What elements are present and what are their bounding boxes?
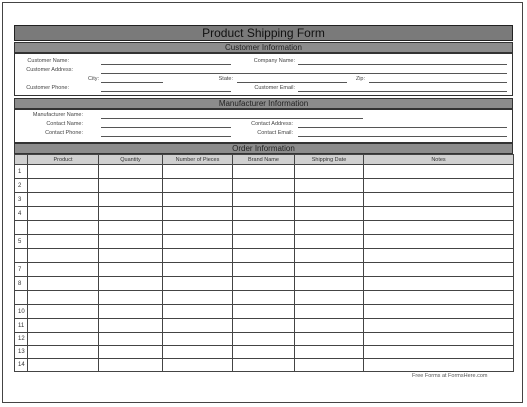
- contact-name-field[interactable]: [101, 127, 231, 128]
- order-cell[interactable]: [99, 235, 163, 249]
- order-cell[interactable]: [364, 207, 514, 221]
- customer-address-label: Customer Address:: [26, 67, 73, 73]
- row-number-header: [15, 155, 28, 165]
- order-cell[interactable]: [295, 319, 364, 333]
- order-cell[interactable]: [99, 207, 163, 221]
- row-number: 1: [15, 165, 28, 179]
- order-cell[interactable]: [364, 291, 514, 305]
- order-cell[interactable]: [99, 263, 163, 277]
- order-cell[interactable]: [295, 165, 364, 179]
- manufacturer-name-label: Manufacturer Name:: [32, 112, 83, 118]
- manufacturer-name-field[interactable]: [101, 118, 363, 119]
- state-label: State:: [218, 76, 233, 82]
- order-cell[interactable]: [99, 333, 163, 346]
- order-cell[interactable]: [163, 277, 233, 291]
- order-cell[interactable]: [364, 333, 514, 346]
- order-cell[interactable]: [295, 221, 364, 235]
- table-row: [15, 359, 514, 372]
- customer-section: [14, 53, 513, 96]
- order-cell[interactable]: [163, 359, 233, 372]
- customer-section-header: Customer Information: [14, 42, 513, 53]
- row-number: 13: [15, 346, 28, 359]
- table-row: [15, 333, 514, 346]
- order-cell[interactable]: [233, 221, 295, 235]
- order-cell[interactable]: [99, 193, 163, 207]
- order-cell[interactable]: [233, 359, 295, 372]
- order-cell[interactable]: [99, 249, 163, 263]
- column-header-notes: Notes: [364, 155, 514, 165]
- row-number: 12: [15, 333, 28, 346]
- city-field[interactable]: [101, 82, 163, 83]
- customer-email-field[interactable]: [298, 91, 507, 92]
- order-cell[interactable]: [163, 305, 233, 319]
- column-header-pieces: Number of Pieces: [163, 155, 233, 165]
- order-cell[interactable]: [233, 235, 295, 249]
- row-number: 5: [15, 235, 28, 249]
- row-number: 10: [15, 305, 28, 319]
- row-number: 4: [15, 207, 28, 221]
- order-cell[interactable]: [233, 319, 295, 333]
- contact-name-label: Contact Name:: [46, 121, 83, 127]
- order-cell[interactable]: [364, 359, 514, 372]
- contact-email-label: Contact Email:: [257, 130, 293, 136]
- table-row: [15, 291, 514, 305]
- order-cell[interactable]: [28, 333, 99, 346]
- row-number: 3: [15, 193, 28, 207]
- order-cell[interactable]: [233, 263, 295, 277]
- order-cell[interactable]: [364, 249, 514, 263]
- order-cell[interactable]: [163, 249, 233, 263]
- order-cell[interactable]: [163, 346, 233, 359]
- row-number: [15, 249, 28, 263]
- form-title: Product Shipping Form: [14, 25, 513, 41]
- order-cell[interactable]: [28, 221, 99, 235]
- contact-phone-field[interactable]: [101, 136, 231, 137]
- order-cell[interactable]: [233, 291, 295, 305]
- order-cell[interactable]: [295, 291, 364, 305]
- table-row: [15, 235, 514, 249]
- table-row: [15, 165, 514, 179]
- order-cell[interactable]: [364, 235, 514, 249]
- order-cell[interactable]: [233, 249, 295, 263]
- order-cell[interactable]: [99, 319, 163, 333]
- contact-address-field[interactable]: [298, 127, 507, 128]
- order-cell[interactable]: [163, 333, 233, 346]
- order-cell[interactable]: [28, 193, 99, 207]
- order-cell[interactable]: [364, 165, 514, 179]
- order-cell[interactable]: [364, 346, 514, 359]
- order-cell[interactable]: [295, 333, 364, 346]
- order-cell[interactable]: [364, 263, 514, 277]
- order-cell[interactable]: [364, 221, 514, 235]
- table-row: [15, 346, 514, 359]
- order-cell[interactable]: [163, 319, 233, 333]
- zip-field[interactable]: [369, 82, 507, 83]
- row-number: 14: [15, 359, 28, 372]
- zip-label: Zip:: [355, 76, 365, 82]
- table-row: [15, 263, 514, 277]
- order-cell[interactable]: [28, 249, 99, 263]
- order-cell[interactable]: [99, 179, 163, 193]
- table-row: [15, 319, 514, 333]
- order-cell[interactable]: [295, 277, 364, 291]
- manufacturer-section: [14, 109, 513, 143]
- order-cell[interactable]: [163, 165, 233, 179]
- order-cell[interactable]: [28, 359, 99, 372]
- order-cell[interactable]: [163, 263, 233, 277]
- table-row: [15, 179, 514, 193]
- customer-email-label: Customer Email:: [254, 85, 295, 91]
- order-cell[interactable]: [28, 319, 99, 333]
- order-cell[interactable]: [295, 207, 364, 221]
- order-cell[interactable]: [28, 277, 99, 291]
- order-cell[interactable]: [99, 221, 163, 235]
- order-cell[interactable]: [99, 291, 163, 305]
- order-cell[interactable]: [364, 277, 514, 291]
- order-cell[interactable]: [28, 291, 99, 305]
- order-cell[interactable]: [364, 319, 514, 333]
- city-label: City:: [88, 76, 99, 82]
- customer-address-field[interactable]: [101, 73, 507, 74]
- company-name-label: Company Name:: [253, 58, 295, 64]
- order-cell[interactable]: [233, 305, 295, 319]
- contact-phone-label: Contact Phone:: [45, 130, 83, 136]
- customer-name-field[interactable]: [101, 64, 231, 65]
- contact-address-label: Contact Address:: [251, 121, 293, 127]
- order-cell[interactable]: [233, 193, 295, 207]
- order-cell[interactable]: [163, 291, 233, 305]
- manufacturer-section-header: Manufacturer Information: [14, 98, 513, 109]
- order-cell[interactable]: [295, 346, 364, 359]
- contact-email-field[interactable]: [298, 136, 507, 137]
- order-cell[interactable]: [364, 179, 514, 193]
- column-header-brand: Brand Name: [233, 155, 295, 165]
- order-cell[interactable]: [99, 305, 163, 319]
- order-cell[interactable]: [295, 179, 364, 193]
- table-row: [15, 249, 514, 263]
- order-cell[interactable]: [163, 235, 233, 249]
- row-number: 7: [15, 263, 28, 277]
- order-cell[interactable]: [99, 277, 163, 291]
- order-cell[interactable]: [99, 346, 163, 359]
- order-cell[interactable]: [163, 221, 233, 235]
- column-header-quantity: Quantity: [99, 155, 163, 165]
- row-number: [15, 221, 28, 235]
- order-cell[interactable]: [99, 359, 163, 372]
- order-cell[interactable]: [163, 193, 233, 207]
- order-cell[interactable]: [295, 235, 364, 249]
- row-number: 11: [15, 319, 28, 333]
- order-cell[interactable]: [233, 277, 295, 291]
- order-cell[interactable]: [28, 165, 99, 179]
- table-row: [15, 277, 514, 291]
- order-cell[interactable]: [99, 165, 163, 179]
- footer-credit: Free Forms at FormsHere.com: [412, 373, 488, 379]
- order-header-row: [15, 155, 514, 165]
- order-cell[interactable]: [295, 305, 364, 319]
- customer-phone-field[interactable]: [101, 91, 231, 92]
- order-cell[interactable]: [163, 207, 233, 221]
- order-cell[interactable]: [28, 179, 99, 193]
- order-cell[interactable]: [28, 346, 99, 359]
- order-cell[interactable]: [295, 193, 364, 207]
- order-cell[interactable]: [364, 193, 514, 207]
- order-cell[interactable]: [233, 165, 295, 179]
- order-section-header: Order Information: [14, 143, 513, 154]
- order-cell[interactable]: [233, 346, 295, 359]
- table-row: [15, 221, 514, 235]
- order-cell[interactable]: [28, 263, 99, 277]
- customer-phone-label: Customer Phone:: [26, 85, 69, 91]
- order-cell[interactable]: [233, 333, 295, 346]
- order-cell[interactable]: [163, 179, 233, 193]
- customer-name-label: Customer Name:: [27, 58, 69, 64]
- state-field[interactable]: [237, 82, 347, 83]
- order-cell[interactable]: [295, 249, 364, 263]
- order-cell[interactable]: [28, 305, 99, 319]
- row-number: 2: [15, 179, 28, 193]
- order-cell[interactable]: [233, 179, 295, 193]
- order-cell[interactable]: [295, 263, 364, 277]
- order-cell[interactable]: [28, 207, 99, 221]
- order-cell[interactable]: [295, 359, 364, 372]
- order-table: [14, 154, 514, 372]
- row-number: [15, 291, 28, 305]
- order-cell[interactable]: [28, 235, 99, 249]
- order-cell[interactable]: [233, 207, 295, 221]
- table-row: [15, 193, 514, 207]
- column-header-product: Product: [28, 155, 99, 165]
- company-name-field[interactable]: [298, 64, 507, 65]
- row-number: 8: [15, 277, 28, 291]
- table-row: [15, 305, 514, 319]
- table-row: [15, 207, 514, 221]
- order-cell[interactable]: [364, 305, 514, 319]
- column-header-shipping-date: Shipping Date: [295, 155, 364, 165]
